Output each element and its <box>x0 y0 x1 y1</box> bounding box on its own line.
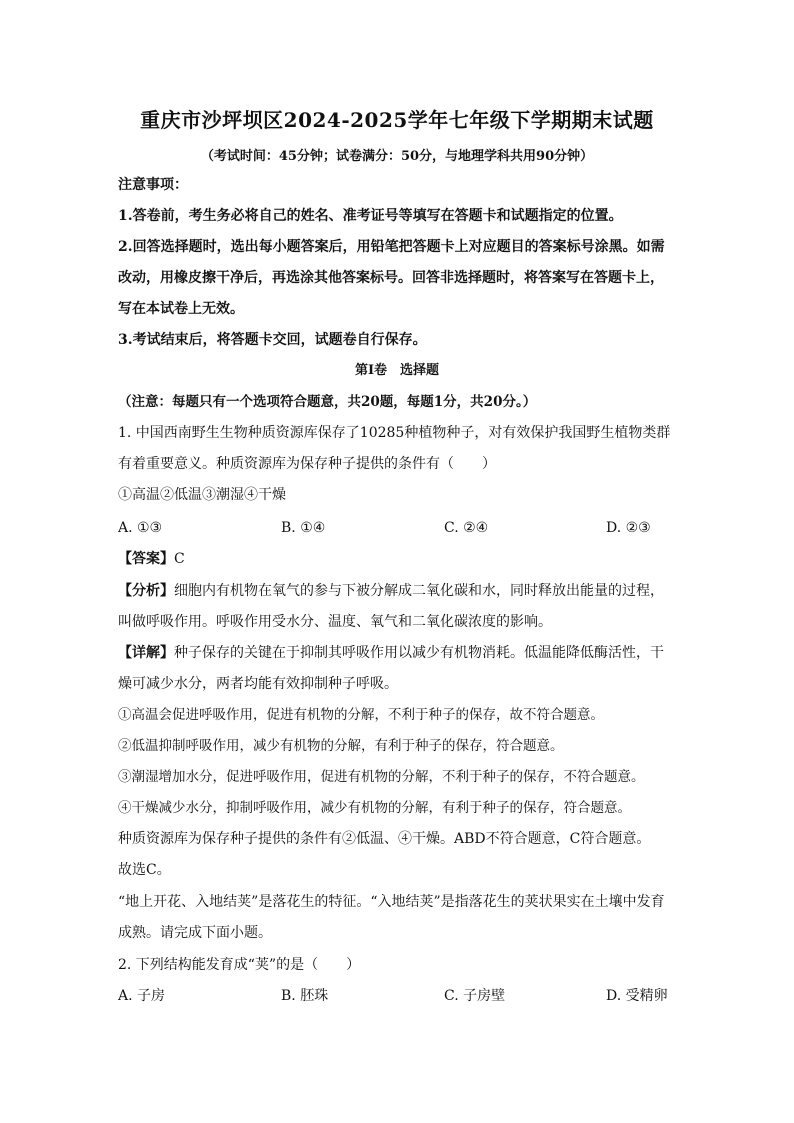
detail-text: 种子保存的关键在于抑制其呼吸作用以减少有机物消耗。低温能降低酶活性，干 <box>174 645 664 661</box>
q1-summary: 种质资源库为保存种子提供的条件有②低温、④干燥。ABD不符合题意，C符合题意。 <box>118 831 651 847</box>
q1-conditions: ①高温②低温③潮湿④干燥 <box>118 487 286 503</box>
analysis-text: 细胞内有机物在氧气的参与下被分解成二氧化碳和水，同时释放出能量的过程， <box>174 583 664 599</box>
q1-analysis-line-2: 叫做呼吸作用。呼吸作用受水分、温度、氧气和二氧化碳浓度的影响。 <box>118 614 552 630</box>
q1-detail-line-2: 燥可减少水分，两者均能有效抑制种子呼吸。 <box>118 676 398 692</box>
q2-option-c: C. 子房壁 <box>444 988 506 1004</box>
q1-option-b: B. ①④ <box>281 520 326 536</box>
notice-item-1: 1.答卷前，考生务必将自己的姓名、准考证号等填写在答题卡和试题指定的位置。 <box>118 208 623 224</box>
q1-analysis-line-1 <box>118 581 678 601</box>
notice-item-2-line-3: 写在本试卷上无效。 <box>118 301 244 317</box>
notice-heading: 注意事项： <box>118 177 188 193</box>
notice-item-2-line-1: 2.回答选择题时，选出每小题答案后，用铅笔把答题卡上对应题目的答案标号涂黑。如需 <box>118 239 665 255</box>
q2-option-a: A. 子房 <box>118 988 166 1004</box>
q1-option-c: C. ②④ <box>444 520 489 536</box>
q1-option-d: D. ②③ <box>606 520 651 536</box>
group-intro-line-2: 成熟。请完成下面小题。 <box>118 925 272 941</box>
q1-stem-line-1: 1. 中国西南野生生物种质资源库保存了10285种植物种子，对有效保护我国野生植物类群 <box>118 425 671 441</box>
q2-option-b: B. 胚珠 <box>281 988 329 1004</box>
notice-item-2-line-2: 改动，用橡皮擦干净后，再选涂其他答案标号。回答非选择题时，将答案写在答题卡上， <box>118 270 664 286</box>
group-intro-line-1: “地上开花、入地结荚”是落花生的特征。“入地结荚”是指落花生的荚状果实在土壤中发育 <box>118 894 665 910</box>
page-title: 重庆市沙坪坝区2024-2025学年七年级下学期期末试题 <box>140 108 654 132</box>
q1-stem-line-2: 有着重要意义。种质资源库为保存种子提供的条件有（ ） <box>118 456 496 472</box>
q1-detail-item-2: ②低温抑制呼吸作用，减少有机物的分解，有利于种子的保存，符合题意。 <box>118 738 564 754</box>
q2-option-d: D. 受精卵 <box>606 988 668 1004</box>
q2-stem: 2. 下列结构能发育成“荚”的是（ ） <box>118 957 361 973</box>
q1-detail-item-1: ①高温会促进呼吸作用，促进有机物的分解，不利于种子的保存，故不符合题意。 <box>118 707 604 723</box>
answer-tag: 【答案】 <box>118 551 174 567</box>
q1-option-a: A. ①③ <box>118 520 163 536</box>
q1-detail-item-4: ④干燥减少水分，抑制呼吸作用，减少有机物的分解，有利于种子的保存，符合题意。 <box>118 800 631 816</box>
analysis-tag: 【分析】 <box>118 583 174 599</box>
detail-tag: 【详解】 <box>118 645 174 661</box>
q1-detail-line-1 <box>118 643 678 663</box>
section-note: （注意：每题只有一个选项符合题意，共20题，每题1分，共20分。） <box>118 394 537 410</box>
q1-detail-item-3: ③潮湿增加水分，促进呼吸作用，促进有机物的分解，不利于种子的保存，不符合题意。 <box>118 769 645 785</box>
notice-item-3: 3.考试结束后，将答题卡交回，试题卷自行保存。 <box>118 332 427 348</box>
q1-choose: 故选C。 <box>118 862 171 878</box>
q1-answer <box>118 549 678 569</box>
exam-info: （考试时间：45分钟；试卷满分：50分，与地理学科共用90分钟） <box>200 149 594 164</box>
section-heading: 第I卷 选择题 <box>354 363 440 378</box>
answer-value: C <box>174 551 185 567</box>
